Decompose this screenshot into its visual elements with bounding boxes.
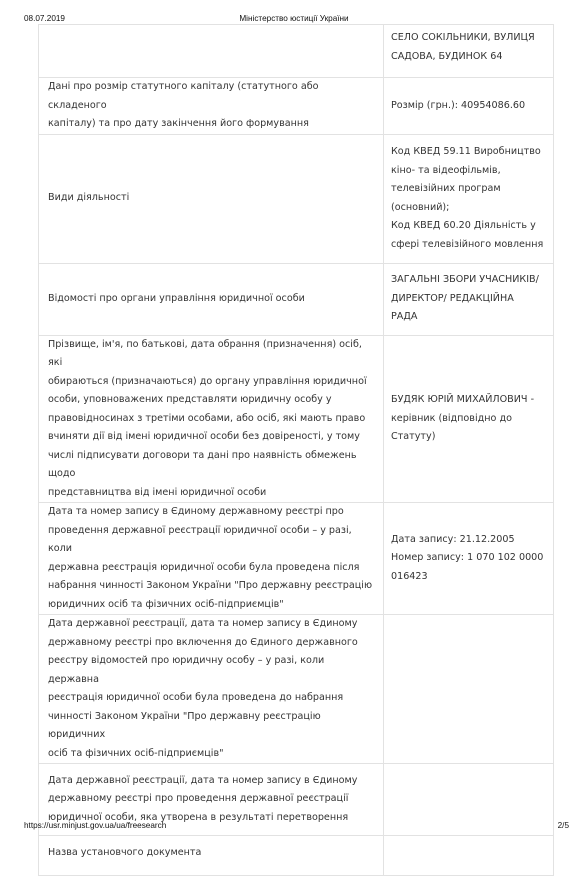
label-line: Види діяльності xyxy=(48,192,130,204)
label-line: проведення державної реєстрації юридичної особи – у разі, коли xyxy=(48,524,352,554)
table-row xyxy=(39,25,554,78)
address-line: СЕЛО СОКІЛЬНИКИ, ВУЛИЦЯ xyxy=(391,32,535,43)
director-line: БУДЯК ЮРІЙ МИХАЙЛОВИЧ - xyxy=(391,394,535,405)
field-value xyxy=(384,263,554,335)
governance-line: РАДА xyxy=(391,311,418,323)
field-label xyxy=(39,615,384,764)
table-row xyxy=(39,134,554,263)
print-title: Міністерство юстиції України xyxy=(239,14,349,23)
field-value xyxy=(384,615,554,764)
label-line: представництва від імені юридичної особи xyxy=(48,486,267,498)
print-date: 08.07.2019 xyxy=(24,14,65,23)
activity-line: (основний); xyxy=(391,201,450,213)
field-label xyxy=(39,25,384,78)
label-line: чинності Законом України "Про державну реєстрацію юридичних xyxy=(48,710,321,740)
registry-record-table xyxy=(38,24,554,876)
source-url: https://usr.minjust.gov.ua/ua/freesearch xyxy=(24,821,167,830)
director-line: керівник (відповідно до xyxy=(391,412,512,424)
record-number-line: 016423 xyxy=(391,570,428,582)
field-value xyxy=(384,78,554,135)
address-line: САДОВА, БУДИНОК 64 xyxy=(391,50,503,62)
field-label xyxy=(39,335,384,503)
label-line: Дата державної реєстрації, дата та номер запису в Єдиному xyxy=(48,774,358,786)
label-line: Дата та номер запису в Єдиному державному реєстрі про xyxy=(48,506,344,517)
label-line: юридичних осіб та фізичних осіб-підприємців" xyxy=(48,598,284,610)
label-line: реєстру відомостей про юридичну особу – у разі, коли державна xyxy=(48,655,325,685)
activity-line: сфері телевізійного мовлення xyxy=(391,238,544,250)
table-row xyxy=(39,335,554,503)
field-value xyxy=(384,335,554,503)
print-footer xyxy=(0,821,588,833)
label-line: обираються (призначаються) до органу управління юридичної xyxy=(48,375,367,387)
page-number: 2/5 xyxy=(557,821,569,830)
field-label xyxy=(39,78,384,135)
label-line: державному реєстрі про включення до Єдиного державного xyxy=(48,636,358,648)
field-value xyxy=(384,134,554,263)
activity-line: кіно- та відеофільмів, xyxy=(391,164,501,176)
label-line: Дата державної реєстрації, дата та номер запису в Єдиному xyxy=(48,618,358,629)
table-row xyxy=(39,263,554,335)
label-line: юридичної особи, яка утворена в результаті перетворення xyxy=(48,811,349,823)
label-line: Дані про розмір статутного капіталу (статутного або складеного xyxy=(48,81,319,111)
governance-line: ДИРЕКТОР/ РЕДАКЦІЙНА xyxy=(391,292,514,304)
label-line: набрання чинності Законом України "Про державну реєстрацію xyxy=(48,580,373,591)
record-date-line: Дата запису: 21.12.2005 xyxy=(391,533,515,545)
activity-line: телевізійних програм xyxy=(391,183,501,194)
label-line: осіб та фізичних осіб-підприємців" xyxy=(48,747,224,759)
capital-size-value: Розмір (грн.): 40954086.60 xyxy=(391,99,526,111)
table-row xyxy=(39,78,554,135)
label-line: числі підписувати договори та дані про наявність обмежень щодо xyxy=(48,449,357,479)
label-line: Назва установчого документа xyxy=(48,847,202,858)
activity-line: Код КВЕД 59.11 Виробництво xyxy=(391,146,541,157)
activity-line: Код КВЕД 60.20 Діяльність у xyxy=(391,220,536,231)
label-line: реєстрація юридичної особи була проведена до набрання xyxy=(48,692,344,703)
label-line: державному реєстрі про проведення державної реєстрації xyxy=(48,793,349,805)
governance-line: ЗАГАЛЬНІ ЗБОРИ УЧАСНИКІВ/ xyxy=(391,274,539,286)
director-line: Статуту) xyxy=(391,431,436,442)
label-line: Прізвище, ім'я, по батькові, дата обрання (призначення) осіб, які xyxy=(48,338,362,368)
field-label xyxy=(39,134,384,263)
label-line: вчиняти дії від імені юридичної особи без довіреності, у тому xyxy=(48,431,360,442)
label-line: правовідносинах з третіми особами, або осіб, які мають право xyxy=(48,412,366,424)
field-label xyxy=(39,503,384,615)
table-row xyxy=(39,503,554,615)
label-line: державна реєстрація юридичної особи була проведена після xyxy=(48,561,360,573)
table-row xyxy=(39,615,554,764)
field-value xyxy=(384,25,554,78)
label-line: особи, уповноважених представляти юридичну особу у xyxy=(48,394,332,405)
label-line: капіталу) та про дату закінчення його формування xyxy=(48,118,309,129)
field-label xyxy=(39,263,384,335)
label-line: Відомості про органи управління юридичної особи xyxy=(48,292,305,304)
field-value xyxy=(384,503,554,615)
record-number-line: Номер запису: 1 070 102 0000 xyxy=(391,552,544,564)
